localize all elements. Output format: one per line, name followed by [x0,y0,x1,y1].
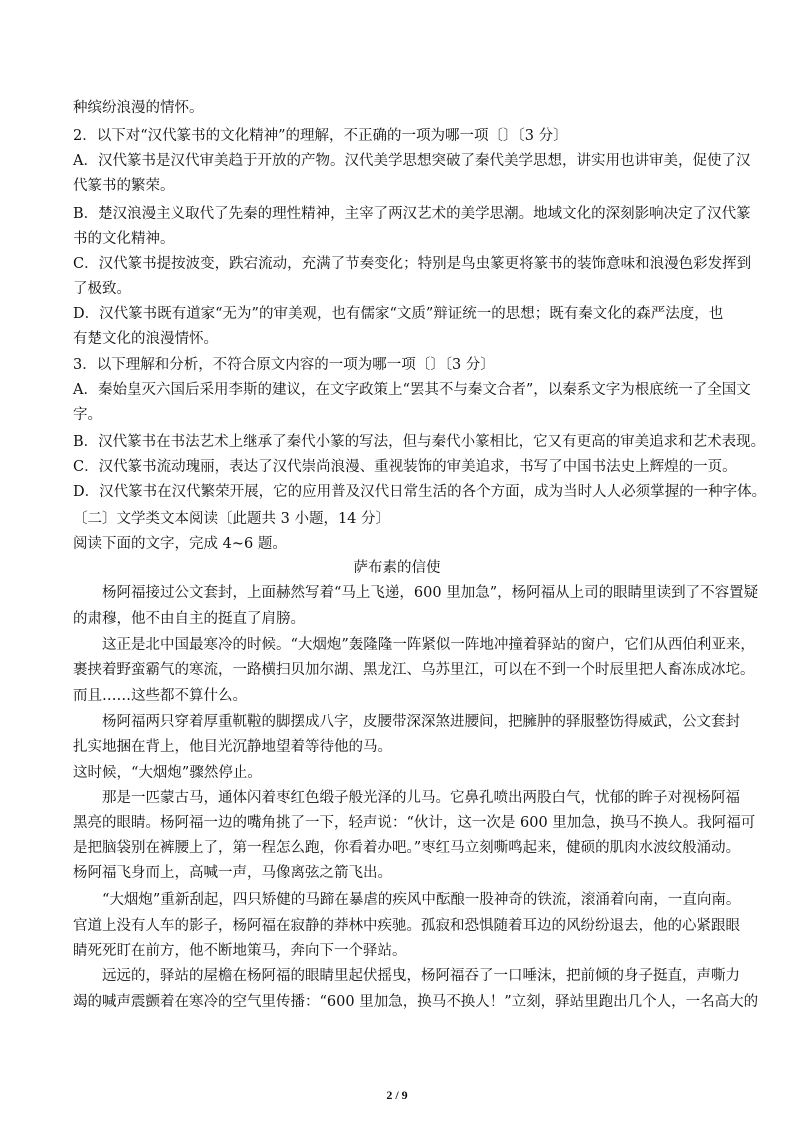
option-d-line: D．汉代篆书既有道家“无为”的审美观，也有儒家“文质”辩证统一的思想；既有秦文化的森严法度，也 [73,306,724,322]
story-line: 竭的喊声震颤着在寒冷的空气里传播：“600 里加急，换马不换人！”立刻，驿站里跑出几个人，一名高大的 [73,994,759,1010]
option-b-line: B．汉代篆书在书法艺术上继承了秦代小篆的写法，但与秦代小篆相比，它又有更高的审美追求和艺术表现。 [73,434,766,450]
option-b-line: B．楚汉浪漫主义取代了先秦的理性精神，主宰了两汉艺术的美学思潮。地域文化的深刻影响决定了汉代篆 [73,206,751,222]
story-line: 扎实地捆在背上，他目光沉静地望着等待他的马。 [73,739,392,755]
story-line: “大烟炮”重新刮起，四只矫健的马蹄在暴虐的疾风中酝酿一股神奇的铁流，滚涌着向南，一直向南。 [102,892,741,908]
story-line: 这时候，“大烟炮”骤然停止。 [73,765,262,781]
option-a-line: A．汉代篆书是汉代审美趋于开放的产物。汉代美学思想突破了秦代美学思想，讲实用也讲审美，促使了汉 [73,153,751,169]
question-3: 3．以下理解和分析，不符合原文内容的一项为哪一项〔〕〔3 分〕 [73,357,495,373]
option-c-line: 了极致。 [73,281,131,297]
story-line: 远远的，驿站的屋檐在杨阿福的眼睛里起伏摇曳，杨阿福吞了一口唾沫，把前倾的身子挺直，声嘶力 [102,968,740,984]
option-a-line: A．秦始皇灭六国后采用李斯的建议，在文字政策上“罢其不与秦文合者”，以秦系文字为根底统一了全国文 [73,382,751,398]
story-line: 而且……这些都不算什么。 [73,688,247,704]
story-line: 是把脑袋别在裤腰上了，第一程怎么跑，你看着办吧。”枣红马立刻嘶鸣起来，健硕的肌肉水波纹般涌动。 [73,840,741,856]
story-line: 睛死死盯在前方，他不断地策马，奔向下一个驿站。 [73,943,407,959]
story-line: 杨阿福接过公文套封，上面赫然写着“马上飞递，600 里加急”，杨阿福从上司的眼睛里读到了不容置疑 [102,585,759,601]
text-line: 种缤纷浪漫的情怀。 [73,100,204,116]
story-line: 的肃穆，他不由自主的挺直了肩膀。 [73,611,305,627]
story-line: 那是一匹蒙古马，通体闪着枣红色缎子般光泽的儿马。它鼻孔喷出两股白气，忧郁的眸子对视杨阿福 [102,790,740,806]
question-2: 2．以下对“汉代篆书的文化精神”的理解，不正确的一项为哪一项〔〕〔3 分〕 [73,128,568,144]
story-line: 裹挟着野蛮霸气的寒流，一路横扫贝加尔湖、黑龙江、乌苏里江，可以在不到一个时辰里把人畜冻成冰坨。 [73,662,755,678]
story-line: 官道上没有人车的影子，杨阿福在寂静的莽林中疾驰。孤寂和恐惧随着耳边的风纷纷退去，他的心紧跟眼 [73,918,740,934]
story-title: 萨布素的信使 [353,560,441,576]
story-line: 这正是北中国最寒冷的时候。“大烟炮”轰隆隆一阵紧似一阵地冲撞着驿站的窗户，它们从西伯利亚来， [102,637,755,653]
option-a-line: 字。 [73,407,102,423]
option-c-line: C．汉代篆书提按波变，跌宕流动，充满了节奏变化；特别是鸟虫篆更将篆书的装饰意味和浪漫色彩发挥到 [73,256,752,272]
option-c-line: C．汉代篆书流动瑰丽，表达了汉代崇尚浪漫、重视装饰的审美追求，书写了中国书法史上辉煌的一页。 [73,459,737,475]
option-a-line: 代篆书的繁荣。 [73,178,175,194]
section-heading: 〔二〕文学类文本阅读〔此题共 3 小题，14 分〕 [73,511,391,527]
instruction-line: 阅读下面的文字，完成 4~6 题。 [73,536,287,552]
option-d-line: 有楚文化的浪漫情怀。 [73,331,218,347]
option-d-line: D．汉代篆书在汉代繁荣开展，它的应用普及汉代日常生活的各个方面，成为当时人人必须掌握的一种字体。 [73,484,767,500]
story-line: 杨阿福飞身而上，高喊一声，马像离弦之箭飞出。 [73,865,392,881]
story-line: 杨阿福两只穿着厚重靰鞡的脚摆成八字，皮腰带深深煞进腰间，把臃肿的驿服整饬得威武，公文套封 [102,714,740,730]
option-b-line: 书的文化精神。 [73,231,175,247]
story-line: 黑亮的眼睛。杨阿福一边的嘴角挑了一下，轻声说：“伙计，这一次是 600 里加急，换马不换人。我阿福可 [73,815,756,831]
page-number: 2 / 9 [386,1088,408,1102]
